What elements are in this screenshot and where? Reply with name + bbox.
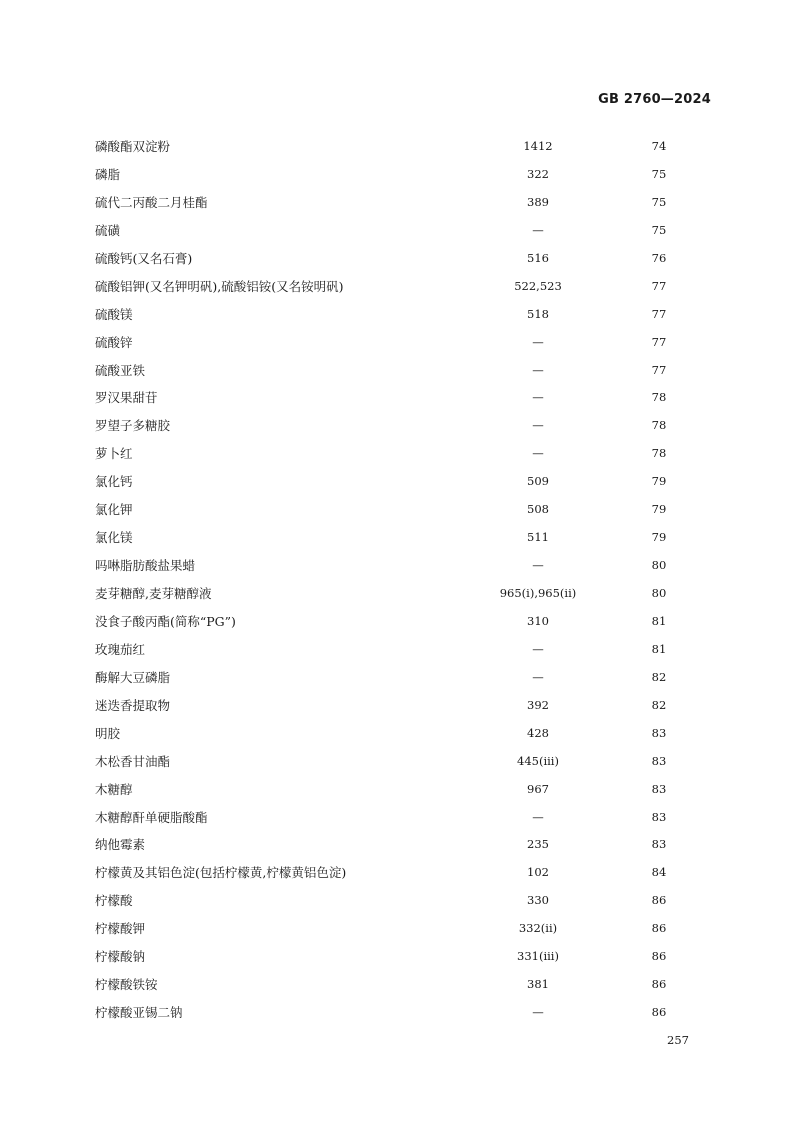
additive-name: 磷酸酯双淀粉 <box>95 139 171 154</box>
additive-name: 麦芽糖醇,麦芽糖醇液 <box>95 586 212 601</box>
index-row <box>0 245 793 273</box>
ins-code: — <box>532 1005 544 1020</box>
additive-name: 迷迭香提取物 <box>95 697 171 713</box>
index-row <box>0 859 793 887</box>
ins-code: 967 <box>527 781 549 796</box>
additive-name: 氯化钙 <box>95 474 133 490</box>
ins-code: — <box>532 809 544 824</box>
additive-name: 木糖醇酐单硬脂酸酯 <box>95 809 208 825</box>
page-reference: 86 <box>651 893 667 908</box>
ins-code: — <box>532 558 544 573</box>
page-reference: 83 <box>651 781 667 796</box>
additive-name: 硫代二丙酸二月桂酯 <box>95 194 208 210</box>
page-reference: 84 <box>651 865 667 880</box>
page-reference: 86 <box>651 1005 667 1020</box>
index-row <box>0 776 793 804</box>
page-reference: 79 <box>651 474 667 489</box>
ins-code: 331(iii) <box>517 949 559 964</box>
ins-code: — <box>532 641 544 656</box>
index-row <box>0 301 793 329</box>
additive-name: 玫瑰茄红 <box>95 641 146 657</box>
additive-name: 硫酸镁 <box>95 306 133 322</box>
additive-name: 酶解大豆磷脂 <box>95 669 171 685</box>
additive-name: 萝卜红 <box>95 446 133 462</box>
index-row <box>0 384 793 412</box>
page-reference: 80 <box>651 586 667 600</box>
additive-name: 柠檬酸铁铵 <box>95 977 158 993</box>
ins-code: — <box>532 669 544 684</box>
additive-name: 纳他霉素 <box>95 837 146 853</box>
additive-name: 柠檬酸钾 <box>95 921 146 937</box>
additive-name: 硫磺 <box>95 222 121 238</box>
ins-code: 516 <box>527 250 549 265</box>
index-row <box>0 133 793 161</box>
additive-name: 木糖醇 <box>95 781 133 797</box>
ins-code: 389 <box>527 194 549 209</box>
additive-name: 硫酸铝钾(又名钾明矾),硫酸铝铵(又名铵明矾) <box>95 278 344 294</box>
ins-code: — <box>532 390 544 405</box>
standard-header: GB 2760—2024 <box>598 92 711 107</box>
additive-name: 吗啉脂肪酸盐果蜡 <box>95 558 196 574</box>
page-reference: 78 <box>651 390 667 405</box>
page-reference: 86 <box>651 921 667 936</box>
page-reference: 78 <box>651 418 667 433</box>
ins-code: 322 <box>527 166 549 181</box>
ins-code: 509 <box>527 474 549 489</box>
index-row <box>0 943 793 971</box>
index-row <box>0 831 793 859</box>
page-reference: 83 <box>651 837 667 852</box>
ins-code: — <box>532 446 544 461</box>
page-reference: 77 <box>651 334 667 349</box>
additive-name: 硫酸锌 <box>95 334 133 350</box>
page-reference: 86 <box>651 949 667 964</box>
index-row <box>0 440 793 468</box>
ins-code: 445(iii) <box>517 753 559 768</box>
additive-name: 氯化钾 <box>95 502 133 518</box>
ins-code: — <box>532 362 544 377</box>
index-row <box>0 636 793 664</box>
additive-name: 罗汉果甜苷 <box>95 390 158 406</box>
ins-code: 965(i),965(ii) <box>499 586 577 600</box>
page-reference: 77 <box>651 362 667 377</box>
index-row <box>0 748 793 776</box>
index-row <box>0 329 793 357</box>
ins-code: 392 <box>527 697 549 712</box>
ins-code: 1412 <box>523 139 553 153</box>
ins-code: 310 <box>527 613 549 628</box>
page-reference: 78 <box>651 446 667 461</box>
index-row <box>0 496 793 524</box>
ins-code: 332(ii) <box>518 921 558 936</box>
additive-name: 磷脂 <box>95 166 121 182</box>
index-table <box>0 133 793 1027</box>
page-reference: 76 <box>651 250 667 265</box>
page-reference: 80 <box>651 558 667 573</box>
ins-code: 508 <box>527 502 549 517</box>
ins-code: 235 <box>527 837 549 852</box>
page-reference: 79 <box>651 502 667 517</box>
additive-name: 柠檬酸 <box>95 893 133 909</box>
page-reference: 83 <box>651 725 667 740</box>
additive-name: 柠檬黄及其铝色淀(包括柠檬黄,柠檬黄铝色淀) <box>95 865 347 881</box>
additive-name: 罗望子多糖胶 <box>95 418 171 434</box>
additive-name: 硫酸钙(又名石膏) <box>95 250 193 266</box>
additive-name: 柠檬酸亚锡二钠 <box>95 1005 183 1021</box>
index-row <box>0 412 793 440</box>
index-row <box>0 971 793 999</box>
ins-code: — <box>532 334 544 349</box>
index-row <box>0 664 793 692</box>
ins-code: 511 <box>527 530 549 545</box>
additive-name: 柠檬酸钠 <box>95 949 146 965</box>
page-reference: 77 <box>651 306 667 321</box>
index-row <box>0 189 793 217</box>
index-row <box>0 468 793 496</box>
ins-code: 330 <box>527 893 549 908</box>
index-row <box>0 915 793 943</box>
index-row <box>0 720 793 748</box>
ins-code: 381 <box>527 977 549 992</box>
index-row <box>0 552 793 580</box>
index-row <box>0 692 793 720</box>
index-row <box>0 999 793 1027</box>
additive-name: 硫酸亚铁 <box>95 362 146 378</box>
page-reference: 82 <box>651 669 667 684</box>
ins-code: — <box>532 418 544 433</box>
index-row <box>0 580 793 608</box>
additive-name: 明胶 <box>95 725 121 741</box>
index-row <box>0 273 793 301</box>
ins-code: 428 <box>527 725 549 740</box>
index-row <box>0 161 793 189</box>
additive-name: 氯化镁 <box>95 530 133 546</box>
page-reference: 82 <box>651 697 667 712</box>
index-row <box>0 524 793 552</box>
page-reference: 75 <box>651 166 667 181</box>
index-row <box>0 217 793 245</box>
page-reference: 81 <box>651 613 667 628</box>
index-row <box>0 804 793 832</box>
page-reference: 75 <box>651 222 667 237</box>
ins-code: 102 <box>527 865 549 880</box>
additive-name: 木松香甘油酯 <box>95 753 171 769</box>
index-row <box>0 608 793 636</box>
ins-code: 522,523 <box>514 278 562 293</box>
page-reference: 79 <box>651 530 667 545</box>
ins-code: — <box>532 222 544 237</box>
page-reference: 83 <box>651 809 667 824</box>
page-reference: 83 <box>651 753 667 768</box>
page-reference: 86 <box>651 977 667 992</box>
additive-name: 没食子酸丙酯(简称“PG”) <box>95 613 236 629</box>
page-reference: 74 <box>651 139 667 153</box>
page-number: 257 <box>667 1033 689 1047</box>
index-row <box>0 887 793 915</box>
page-reference: 81 <box>651 641 667 656</box>
ins-code: 518 <box>527 306 549 321</box>
page-reference: 75 <box>651 194 667 209</box>
page-reference: 77 <box>651 278 667 293</box>
index-row <box>0 357 793 385</box>
